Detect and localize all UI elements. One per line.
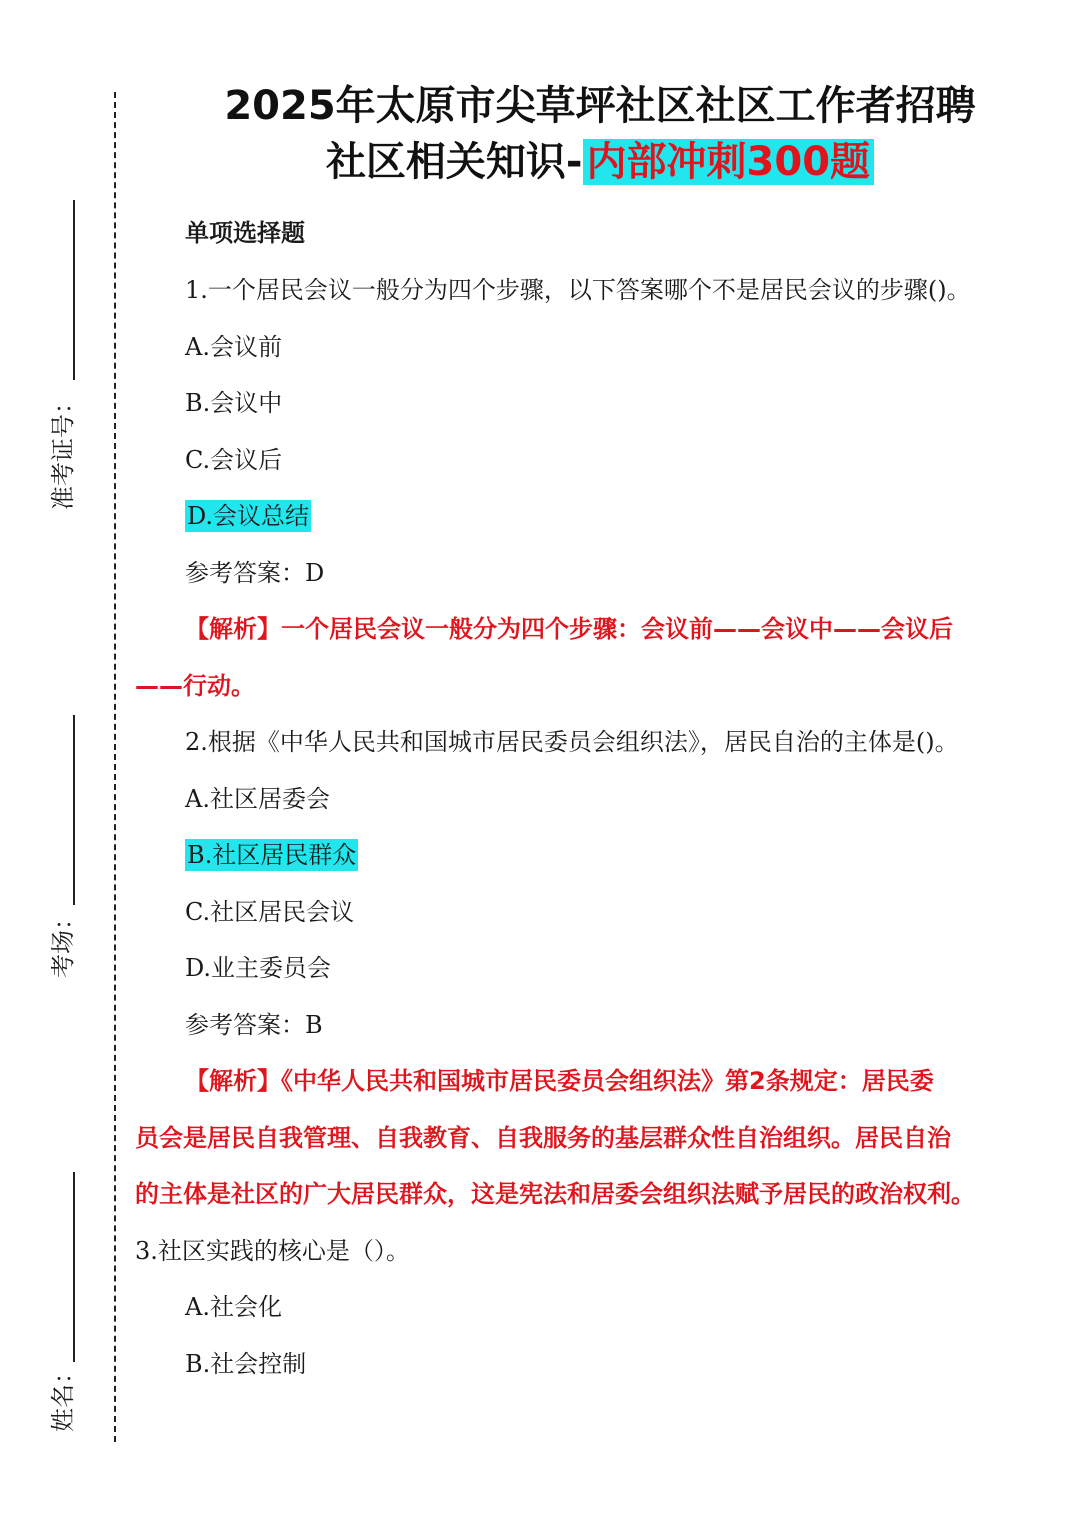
page-title: 2025年太原市尖草坪社区社区工作者招聘	[224, 83, 976, 129]
correct-option-highlight: B.社区居民群众	[187, 841, 357, 869]
question-1-analysis-1: 【解析】一个居民会议一般分为四个步骤：会议前——会议中——会议后	[185, 615, 953, 643]
question-1-option-c: C.会议后	[185, 446, 283, 474]
page-subtitle	[140, 134, 1060, 190]
question-1-answer: 参考答案：D	[185, 559, 325, 587]
subtitle-prefix: 社区相关知识-	[325, 139, 583, 185]
exam-no-label: 准考证号：	[49, 390, 77, 510]
question-2-analysis-3: 的主体是社区的广大居民群众，这是宪法和居委会组织法赋予居民的政治权利。	[135, 1180, 975, 1208]
exam-no-line[interactable]	[73, 200, 75, 380]
name-line[interactable]	[73, 1172, 75, 1362]
question-1-analysis-2: ——行动。	[135, 672, 255, 700]
question-1-stem: 1.一个居民会议一般分为四个步骤，以下答案哪个不是居民会议的步骤()。	[185, 276, 971, 304]
question-1-option-a: A.会议前	[185, 333, 282, 361]
question-2-option-b	[185, 838, 358, 872]
room-label: 考场：	[49, 906, 77, 978]
question-2-stem: 2.根据《中华人民共和国城市居民委员会组织法》，居民自治的主体是()。	[185, 728, 959, 756]
question-2-option-a: A.社区居委会	[185, 785, 330, 813]
question-3-option-b: B.社会控制	[185, 1350, 307, 1378]
section-heading: 单项选择题	[185, 219, 305, 247]
cut-line	[114, 92, 116, 1442]
question-1-option-b: B.会议中	[185, 389, 283, 417]
question-2-option-d: D.业主委员会	[185, 954, 332, 982]
question-2-option-c: C.社区居民会议	[185, 898, 355, 926]
name-label: 姓名：	[49, 1360, 77, 1432]
correct-option-highlight: D.会议总结	[187, 502, 310, 530]
subtitle-highlight: 内部冲刺300题	[583, 139, 875, 185]
binding-margin	[0, 0, 110, 1526]
question-2-analysis-1: 【解析】《中华人民共和国城市居民委员会组织法》第2条规定：居民委	[185, 1067, 934, 1095]
question-3-option-a: A.社会化	[185, 1293, 282, 1321]
question-1-option-d	[185, 499, 311, 533]
question-2-answer: 参考答案：B	[185, 1011, 323, 1039]
question-2-analysis-2: 员会是居民自我管理、自我教育、自我服务的基层群众性自治组织。居民自治	[135, 1124, 951, 1152]
question-3-stem: 3.社区实践的核心是（）。	[135, 1237, 410, 1265]
room-line[interactable]	[73, 715, 75, 905]
